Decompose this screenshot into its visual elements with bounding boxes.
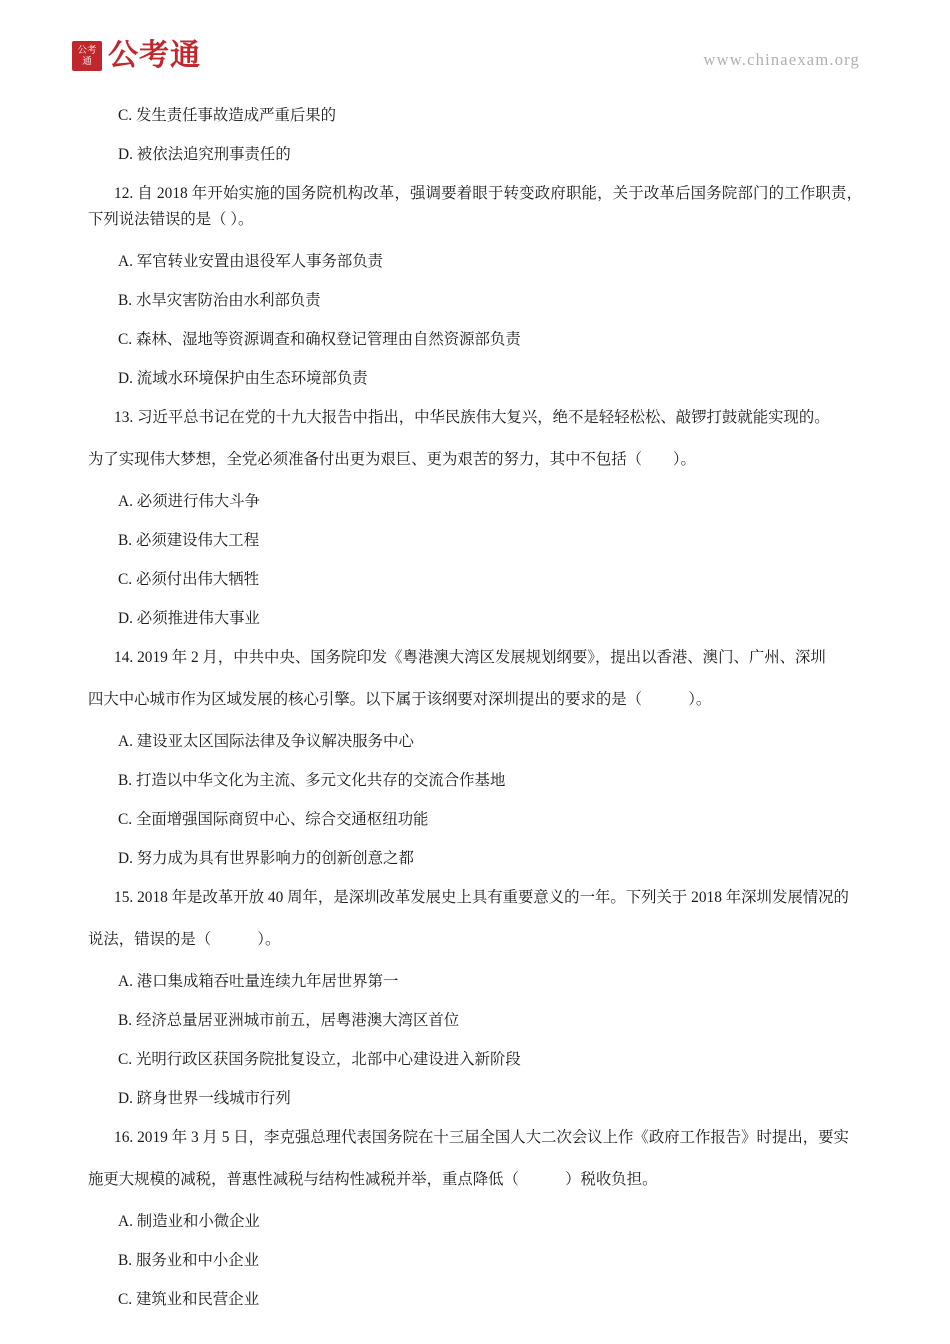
answer-option: C. 森林、湿地等资源调查和确权登记管理由自然资源部负责 (118, 330, 521, 348)
answer-option: D. 流域水环境保护由生态环境部负责 (118, 369, 368, 387)
answer-option: D. 努力成为具有世界影响力的创新创意之都 (118, 849, 414, 867)
page-header (77, 0, 862, 78)
question-stem-continuation: 为了实现伟大梦想，全党必须准备付出更为艰巨、更为艰苦的努力，其中不包括（ ）。 (88, 451, 696, 468)
answer-option: B. 经济总量居亚洲城市前五，居粤港澳大湾区首位 (118, 1011, 460, 1029)
answer-option: B. 必须建设伟大工程 (118, 531, 260, 549)
brand-name: 公考通 (108, 39, 201, 72)
answer-option: B. 服务业和中小企业 (118, 1251, 260, 1269)
answer-option: C. 建筑业和民营企业 (118, 1290, 260, 1308)
answer-option: A. 制造业和小微企业 (118, 1212, 260, 1230)
answer-option: C. 全面增强国际商贸中心、综合交通枢纽功能 (118, 810, 429, 828)
answer-option: D. 被依法追究刑事责任的 (118, 145, 291, 163)
document-body (88, 78, 862, 1319)
answer-option: A. 建设亚太区国际法律及争议解决服务中心 (118, 732, 414, 750)
brand-logo (72, 40, 201, 72)
question-stem-continuation: 施更大规模的减税，普惠性减税与结构性减税并举，重点降低（ ）税收负担。 (88, 1171, 658, 1188)
site-url: www.chinaexam.org (703, 50, 860, 69)
answer-option: C. 发生责任事故造成严重后果的 (118, 106, 337, 124)
answer-option: C. 必须付出伟大牺牲 (118, 570, 260, 588)
answer-option: B. 水旱灾害防治由水利部负责 (118, 291, 321, 309)
answer-option: A. 港口集成箱吞吐量连续九年居世界第一 (118, 972, 399, 990)
question-stem: 15. 2018 年是改革开放 40 周年，是深圳改革发展史上具有重要意义的一年。下列关于 2018 年深圳发展情况的 (114, 889, 849, 906)
answer-option: A. 必须进行伟大斗争 (118, 492, 260, 510)
answer-option: C. 光明行政区获国务院批复设立，北部中心建设进入新阶段 (118, 1050, 521, 1068)
answer-option: B. 打造以中华文化为主流、多元文化共存的交流合作基地 (118, 771, 506, 789)
brand-badge-icon: 公考通 (72, 41, 102, 71)
question-stem-continuation: 四大中心城市作为区域发展的核心引擎。以下属于该纲要对深圳提出的要求的是（ ）。 (88, 691, 712, 708)
question-stem: 16. 2019 年 3 月 5 日，李克强总理代表国务院在十三届全国人大二次会议上作《政府工作报告》时提出，要实 (114, 1129, 849, 1146)
question-stem: 12. 自 2018 年开始实施的国务院机构改革，强调要着眼于转变政府职能，关于改革后国务院部门的工作职责，下列说法错误的是（ ）。 (88, 185, 862, 228)
answer-option: A. 军官转业安置由退役军人事务部负责 (118, 252, 384, 270)
question-stem: 13. 习近平总书记在党的十九大报告中指出，中华民族伟大复兴，绝不是轻轻松松、敲锣打鼓就能实现的。 (114, 409, 830, 426)
question-stem-continuation: 说法，错误的是（ ）。 (88, 931, 281, 948)
question-stem: 14. 2019 年 2 月，中共中央、国务院印发《粤港澳大湾区发展规划纲要》，提出以香港、澳门、广州、深圳 (114, 649, 826, 666)
answer-option: D. 跻身世界一线城市行列 (118, 1089, 291, 1107)
answer-option: D. 必须推进伟大事业 (118, 609, 260, 627)
